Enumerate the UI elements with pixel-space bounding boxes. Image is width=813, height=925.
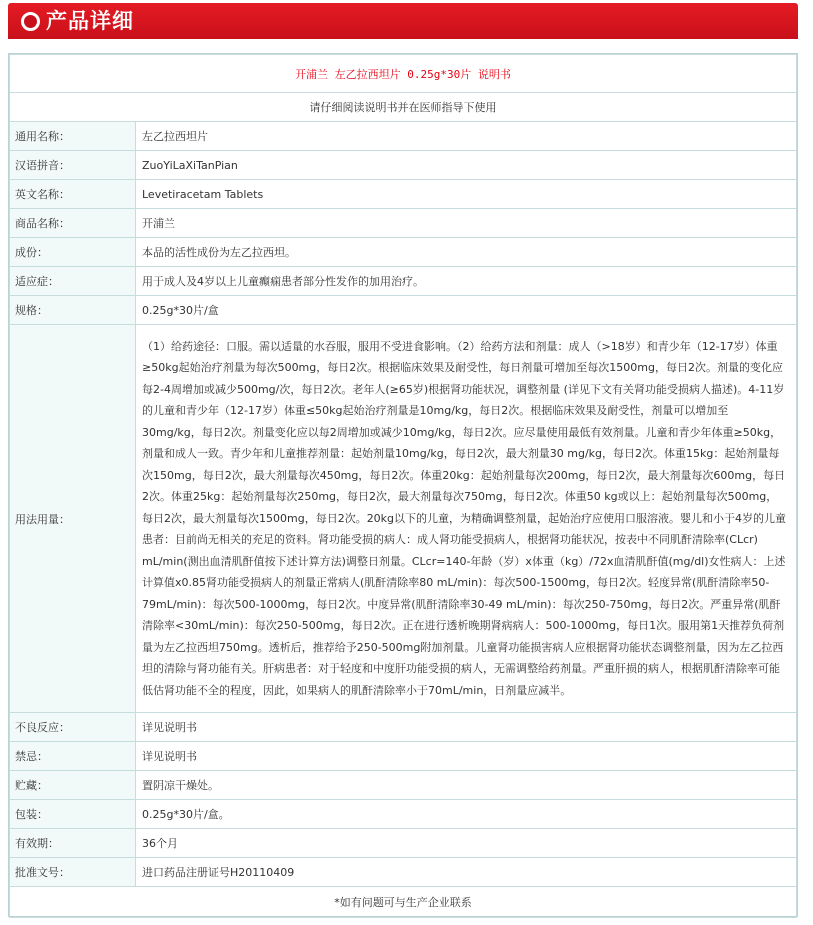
table-row-trade-name: [10, 209, 797, 238]
row-label: 成份：: [10, 238, 136, 267]
table-row-indications: [10, 267, 797, 296]
table-row-contraindications: [10, 742, 797, 771]
section-header: [8, 3, 798, 39]
row-value: 用于成人及4岁以上儿童癫痫患者部分性发作的加用治疗。: [136, 267, 797, 296]
row-label: 英文名称：: [10, 180, 136, 209]
table-row-adverse-reactions: [10, 713, 797, 742]
row-label: 有效期：: [10, 829, 136, 858]
row-label: 汉语拼音：: [10, 151, 136, 180]
row-label: 商品名称：: [10, 209, 136, 238]
table-row-usage: [10, 325, 797, 713]
row-value: 开浦兰: [136, 209, 797, 238]
row-label: 包装：: [10, 800, 136, 829]
row-label: 批准文号：: [10, 858, 136, 887]
row-label: 贮藏：: [10, 771, 136, 800]
product-spec-table: [8, 53, 798, 917]
table-row-storage: [10, 771, 797, 800]
table-row-packaging: [10, 800, 797, 829]
row-value: ZuoYiLaXiTanPian: [136, 151, 797, 180]
row-value: 置阴凉干燥处。: [136, 771, 797, 800]
row-value: 0.25g*30片/盒。: [136, 800, 797, 829]
row-label: 适应症：: [10, 267, 136, 296]
row-label: 禁忌：: [10, 742, 136, 771]
row-value: 详见说明书: [136, 713, 797, 742]
row-value: 36个月: [136, 829, 797, 858]
contact-footnote: *如有问题可与生产企业联系: [10, 887, 797, 918]
table-row-specification: [10, 296, 797, 325]
row-label: 不良反应：: [10, 713, 136, 742]
table-row-approval-number: [10, 858, 797, 887]
table-row-ingredients: [10, 238, 797, 267]
usage-notice: 请仔细阅读说明书并在医师指导下使用: [10, 93, 797, 122]
table-row-pinyin: [10, 151, 797, 180]
row-value: 详见说明书: [136, 742, 797, 771]
row-value: 0.25g*30片/盒: [136, 296, 797, 325]
row-label: 用法用量：: [10, 325, 136, 713]
document-title: 开浦兰 左乙拉西坦片 0.25g*30片 说明书: [10, 55, 797, 93]
section-title: 产品详细: [46, 9, 134, 33]
row-value: Levetiracetam Tablets: [136, 180, 797, 209]
row-value: （1）给药途径：口服。需以适量的水吞服，服用不受进食影响。（2）给药方法和剂量：成人（>18岁）和青少年（12-17岁）体重≥50kg起始治疗剂量为每次500mg，每日2次。根据临床效果及耐受性，每日剂量可增加至每次1500mg，每日2次。剂量的变化应每2-4周增加或减少500mg/次，每日2次。老年人(≥65岁)根据肾功能状况，调整剂量 (详见下文有关肾功能受损病人描述)。4-11岁的儿童和青少年（12-17岁）体重≤50kg起始治疗剂量是10mg/kg，每日2次。根据临床效果及耐受性，剂量可以增加至30mg/kg，每日2次。剂量变化应以每2周增加或减少10mg/kg，每日2次。应尽量使用最低有效剂量。儿童和青少年体重≥50kg，剂量和成人一致。青少年和儿童推荐剂量：起始剂量10mg/kg，每日2次，最大剂量30 mg/kg，每日2次。体重15kg：起始剂量每次150mg，每日2次，最大剂量每次450mg，每日2次。体重20kg：起始剂量每次200mg，每日2次，最大剂量每次600mg，每日2次。体重25kg：起始剂量每次250mg，每日2次，最大剂量每次750mg，每日2次。体重50 kg或以上：起始剂量每次500mg，每日2次，最大剂量每次1500mg，每日2次。20kg以下的儿童，为精确调整剂量，起始治疗应使用口服溶液。婴儿和小于4岁的儿童患者：目前尚无相关的充足的资料。肾功能受损的病人：成人肾功能受损病人，根据肾功能状况，按表中不同肌酐清除率(CLcr) mL/min(测出血清肌酐值按下述计算方法)调整日剂量。CLcr=140-年龄（岁）x体重（kg）/72x血清肌酐值(mg/dl)女性病人：上述计算值x0.85肾功能受损病人的剂量正常病人(肌酐清除率80 mL/min)：每次500-1500mg，每日2次。轻度异常(肌酐清除率50-79mL/min)：每次500-1000mg，每日2次。中度异常(肌酐清除率30-49 mL/min)：每次250-750mg，每日2次。严重异常(肌酐清除率<30mL/min)：每次250-500mg，每日2次。正在进行透析晚期肾病病人：500-1000mg，每日1次。服用第1天推荐负荷剂量为左乙拉西坦750mg。透析后，推荐给予250-500mg附加剂量。儿童肾功能损害病人应根据肾功能状态调整剂量，因为左乙拉西坦的清除与肾功能有关。肝病患者：对于轻度和中度肝功能受损的病人，无需调整给药剂量。严重肝损的病人，根据肌酐清除率可能低估肾功能不全的程度，因此，如果病人的肌酐清除率小于70mL/min，日剂量应减半。: [136, 325, 797, 713]
table-row-generic-name: [10, 122, 797, 151]
circle-bullet-icon: [21, 12, 40, 31]
row-value: 进口药品注册证号H20110409: [136, 858, 797, 887]
row-label: 通用名称：: [10, 122, 136, 151]
row-value: 本品的活性成份为左乙拉西坦。: [136, 238, 797, 267]
row-label: 规格：: [10, 296, 136, 325]
row-value: 左乙拉西坦片: [136, 122, 797, 151]
table-row-english-name: [10, 180, 797, 209]
table-row-validity: [10, 829, 797, 858]
